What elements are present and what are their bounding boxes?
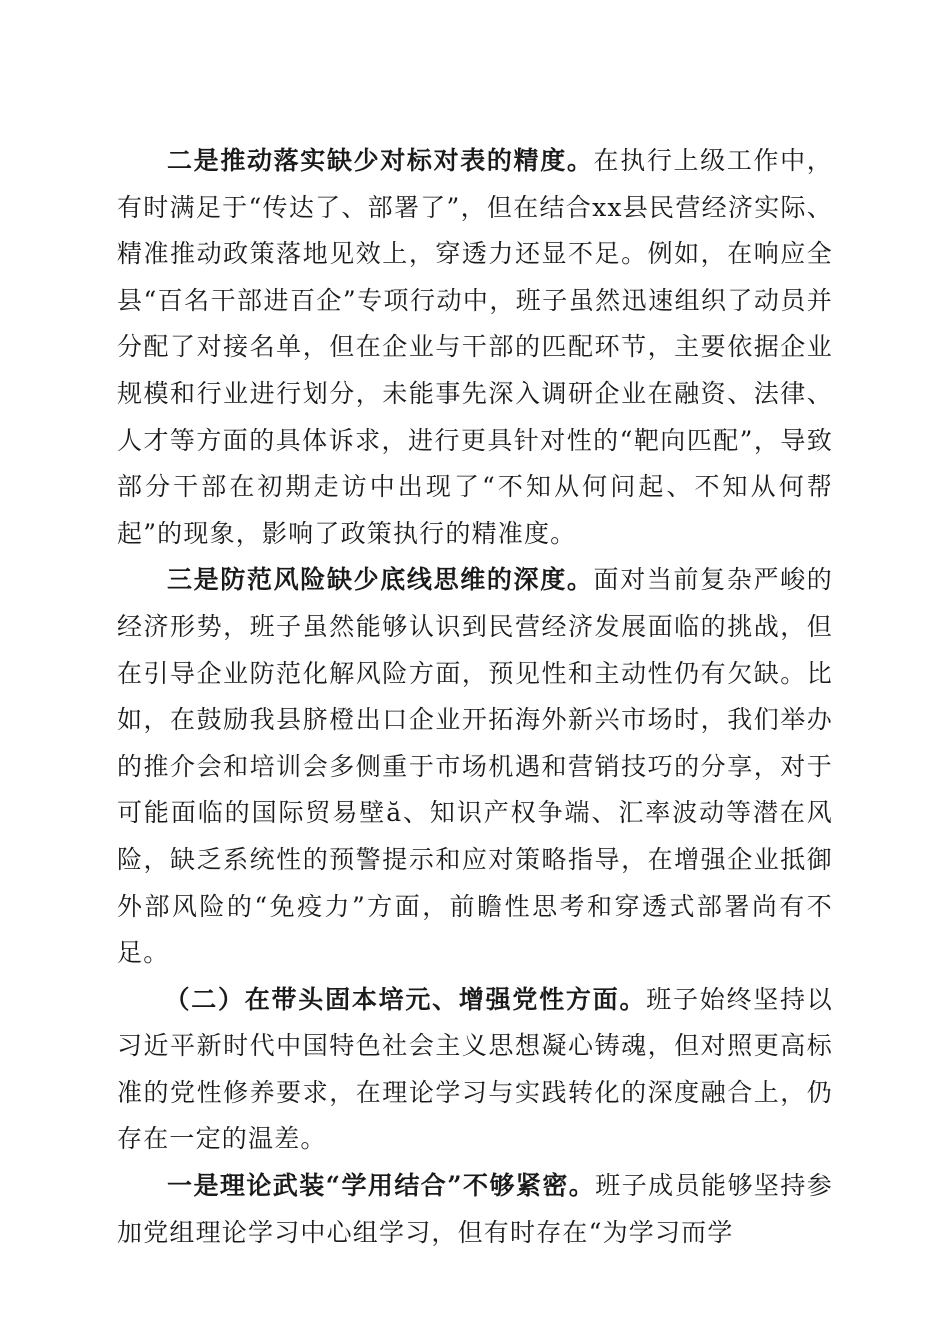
paragraph-section-heading [117,977,833,1163]
paragraph-lead: 三是防范风险缺少底线思维的深度。 [167,565,594,595]
document-body [117,138,833,1256]
paragraph-text: 面对当前复杂严峻的经济形势，班子虽然能够认识到民营经济发展面临的挑战，但在引导企业防范化解风险方面，预见性和主动性仍有欠缺。比如，在鼓励我县脐橙出口企业开拓海外新兴市场时，我们举办的推介会和培训会多侧重于市场机遇和营销技巧的分享，对于可能面临的国际贸易壁ă、知识产权争端、汇率波动等潜在风险，缺乏系统性的预警提示和应对策略指导，在增强企业抵御外部风险的“免疫力”方面，前瞻性思考和穿透式部署尚有不足。 [117,565,833,968]
paragraph-text: 在执行上级工作中，有时满足于“传达了、部署了”，但在结合xx县民营经济实际、精准推动政策落地见效上，穿透力还显不足。例如，在响应全县“百名干部进百企”专项行动中，班子虽然迅速组织了动员并分配了对接名单，但在企业与干部的匹配环节，主要依据企业规模和行业进行划分，未能事先深入调研企业在融资、法律、人才等方面的具体诉求，进行更具针对性的“靶向匹配”，导致部分干部在初期走访中出现了“不知从何问起、不知从何帮起”的现象，影响了政策执行的精准度。 [117,146,833,548]
paragraph-text: 班子始终坚持以习近平新时代中国特色社会主义思想凝心铸魂，但对照更高标准的党性修养要求，在理论学习与实践转化的深度融合上，仍存在一定的温差。 [117,984,833,1154]
paragraph-risk [117,557,833,976]
paragraph-lead: （二）在带头固本培元、增强党性方面。 [164,984,647,1014]
paragraph-lead: 二是推动落实缺少对标对表的精度。 [167,146,594,175]
paragraph-theory [117,1163,833,1256]
paragraph-precision [117,138,833,557]
paragraph-text: 班子成员能够坚持参加党组理论学习中心组学习，但有时存在“为学习而学 [117,1171,833,1247]
paragraph-lead: 一是理论武装“学用结合”不够紧密。 [167,1171,596,1201]
